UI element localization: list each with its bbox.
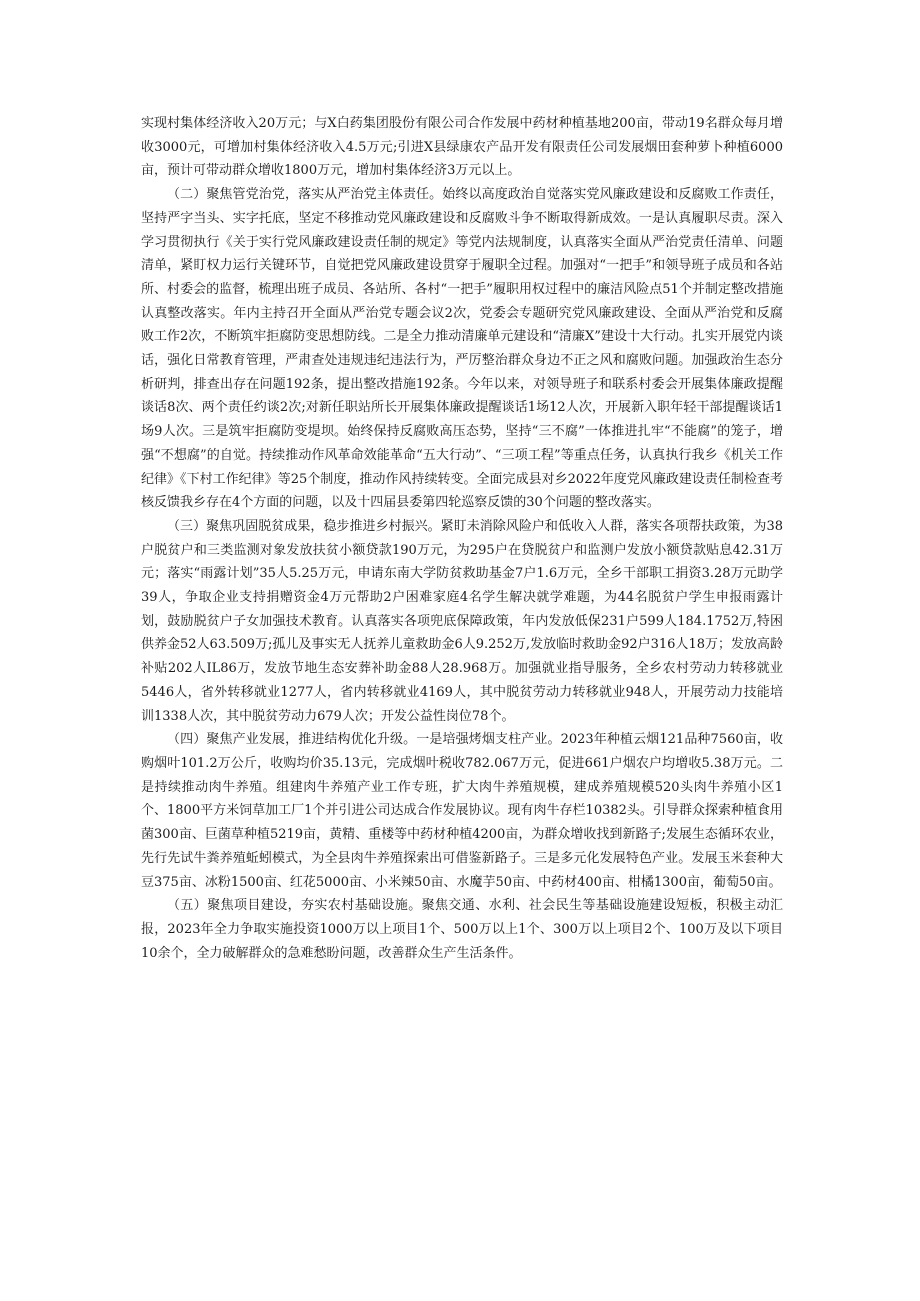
- paragraph-village-income: 实现村集体经济收入20万元；与X白药集团股份有限公司合作发展中药材种植基地200亩，带动19名群众每月增收3000元，可增加村集体经济收入4.5万元;引进X县绿康农产品开发有限责任公司发展烟田套种萝卜种植6000亩，预计可带动群众增收1800万元，增加村集体经济3万元以上。: [141, 116, 783, 179]
- paragraph-project-construction: （五）聚焦项目建设，夯实农村基础设施。聚焦交通、水利、社会民生等基础设施建设短板，积极主动汇报，2023年全力争取实施投资1000万以上项目1个、500万以上1个、300万以上项目2个、100万及以下项目10余个，全力破解群众的急难愁盼问题，改善群众生产生活条件。: [141, 898, 783, 961]
- document-page: [141, 112, 783, 965]
- paragraph-industry-development: （四）聚焦产业发展，推进结构优化升级。一是培强烤烟支柱产业。2023年种植云烟121品种7560亩，收购烟叶101.2万公斤，收购均价35.13元，完成烟叶税收782.067万元，促进661户烟农户均增收5.38万元。二是持续推动肉牛养殖。组建肉牛养殖产业工作专班，扩大肉牛养殖规模，建成养殖规模520头肉牛养殖小区1个、1800平方米饲草加工厂1个并引进公司达成合作发展协议。现有肉牛存栏10382头。引导群众探索种植食用菌300亩、巨菌草种植5219亩，黄精、重楼等中药材种植4200亩，为群众增收找到新路子;发展生态循环农业，先行先试牛粪养殖蚯蚓模式，为全县肉牛养殖探索出可借鉴新路子。三是多元化发展特色产业。发展玉米套种大豆375亩、冰粉1500亩、红花5000亩、小米辣50亩、水魔芋50亩、中药材400亩、柑橘1300亩，葡萄50亩。: [141, 732, 783, 890]
- paragraph-party-governance: （二）聚焦管党治党，落实从严治党主体责任。始终以高度政治自觉落实党风廉政建设和反腐败工作责任，坚持严字当头、实字托底，坚定不移推动党风廉政建设和反腐败斗争不断取得新成效。一是认真履职尽责。深入学习贯彻执行《关于实行党风廉政建设责任制的规定》等党内法规制度，认真落实全面从严治党责任清单、问题清单，紧盯权力运行关键环节，自觉把党风廉政建设贯穿于履职全过程。加强对“一把手”和领导班子成员和各站所、村委会的监督，梳理出班子成员、各站所、各村“一把手”履职用权过程中的廉洁风险点51个并制定整改措施认真整改落实。年内主持召开全面从严治党专题会议2次，党委会专题研究党风廉政建设、全面从严治党和反腐败工作2次，不断筑牢拒腐防变思想防线。二是全力推动清廉单元建设和“清廉X”建设十大行动。扎实开展党内谈话，强化日常教育管理，严肃查处违规违纪违法行为，严厉整治群众身边不正之风和腐败问题。加强政治生态分析研判，排查出存在问题192条，提出整改措施192条。今年以来，对领导班子和联系村委会开展集体廉政提醒谈话8次、两个责任约谈2次;对新任职站所长开展集体廉政提醒谈话1场12人次，开展新入职年轻干部提醒谈话1场9人次。三是筑牢拒腐防变堤坝。始终保持反腐败高压态势，坚持“三不腐”一体推进扎牢“不能腐”的笼子，增强“不想腐”的自觉。持续推动作风革命效能革命“五大行动”、“三项工程”等重点任务，认真执行我乡《机关工作纪律》《下村工作纪律》等25个制度，推动作风持续转变。全面完成县对乡2022年度党风廉政建设责任制检查考核反馈我乡存在4个方面的问题，以及十四届县委第四轮巡察反馈的30个问题的整改落实。: [141, 187, 783, 511]
- paragraph-poverty-alleviation: （三）聚焦巩固脱贫成果，稳步推进乡村振兴。紧盯未消除风险户和低收入人群，落实各项帮扶政策，为38户脱贫户和三类监测对象发放扶贫小额贷款190万元，为295户在贷脱贫户和监测户发放小额贷款贴息42.31万元；落实“雨露计划”35人5.25万元，申请东南大学防贫救助基金7户1.6万元，全乡干部职工捐资3.28万元助学39人，争取企业支持捐赠资金4万元帮助2户困难家庭4名学生解决就学难题，为44名脱贫户学生申报雨露计划，鼓励脱贫户子女加强技术教育。认真落实各项兜底保障政策，年内发放低保231户599人184.1752万,特困供养金52人63.509万;孤儿及事实无人抚养儿童救助金6人9.252万,发放临时救助金92户316人18万；发放高龄补贴202人IL86万，发放节地生态安葬补助金88人28.968万。加强就业指导服务，全乡农村劳动力转移就业5446人，省外转移就业1277人，省内转移就业4169人，其中脱贫劳动力转移就业948人，开展劳动力技能培训1338人次，其中脱贫劳动力679人次；开发公益性岗位78个。: [141, 518, 783, 724]
